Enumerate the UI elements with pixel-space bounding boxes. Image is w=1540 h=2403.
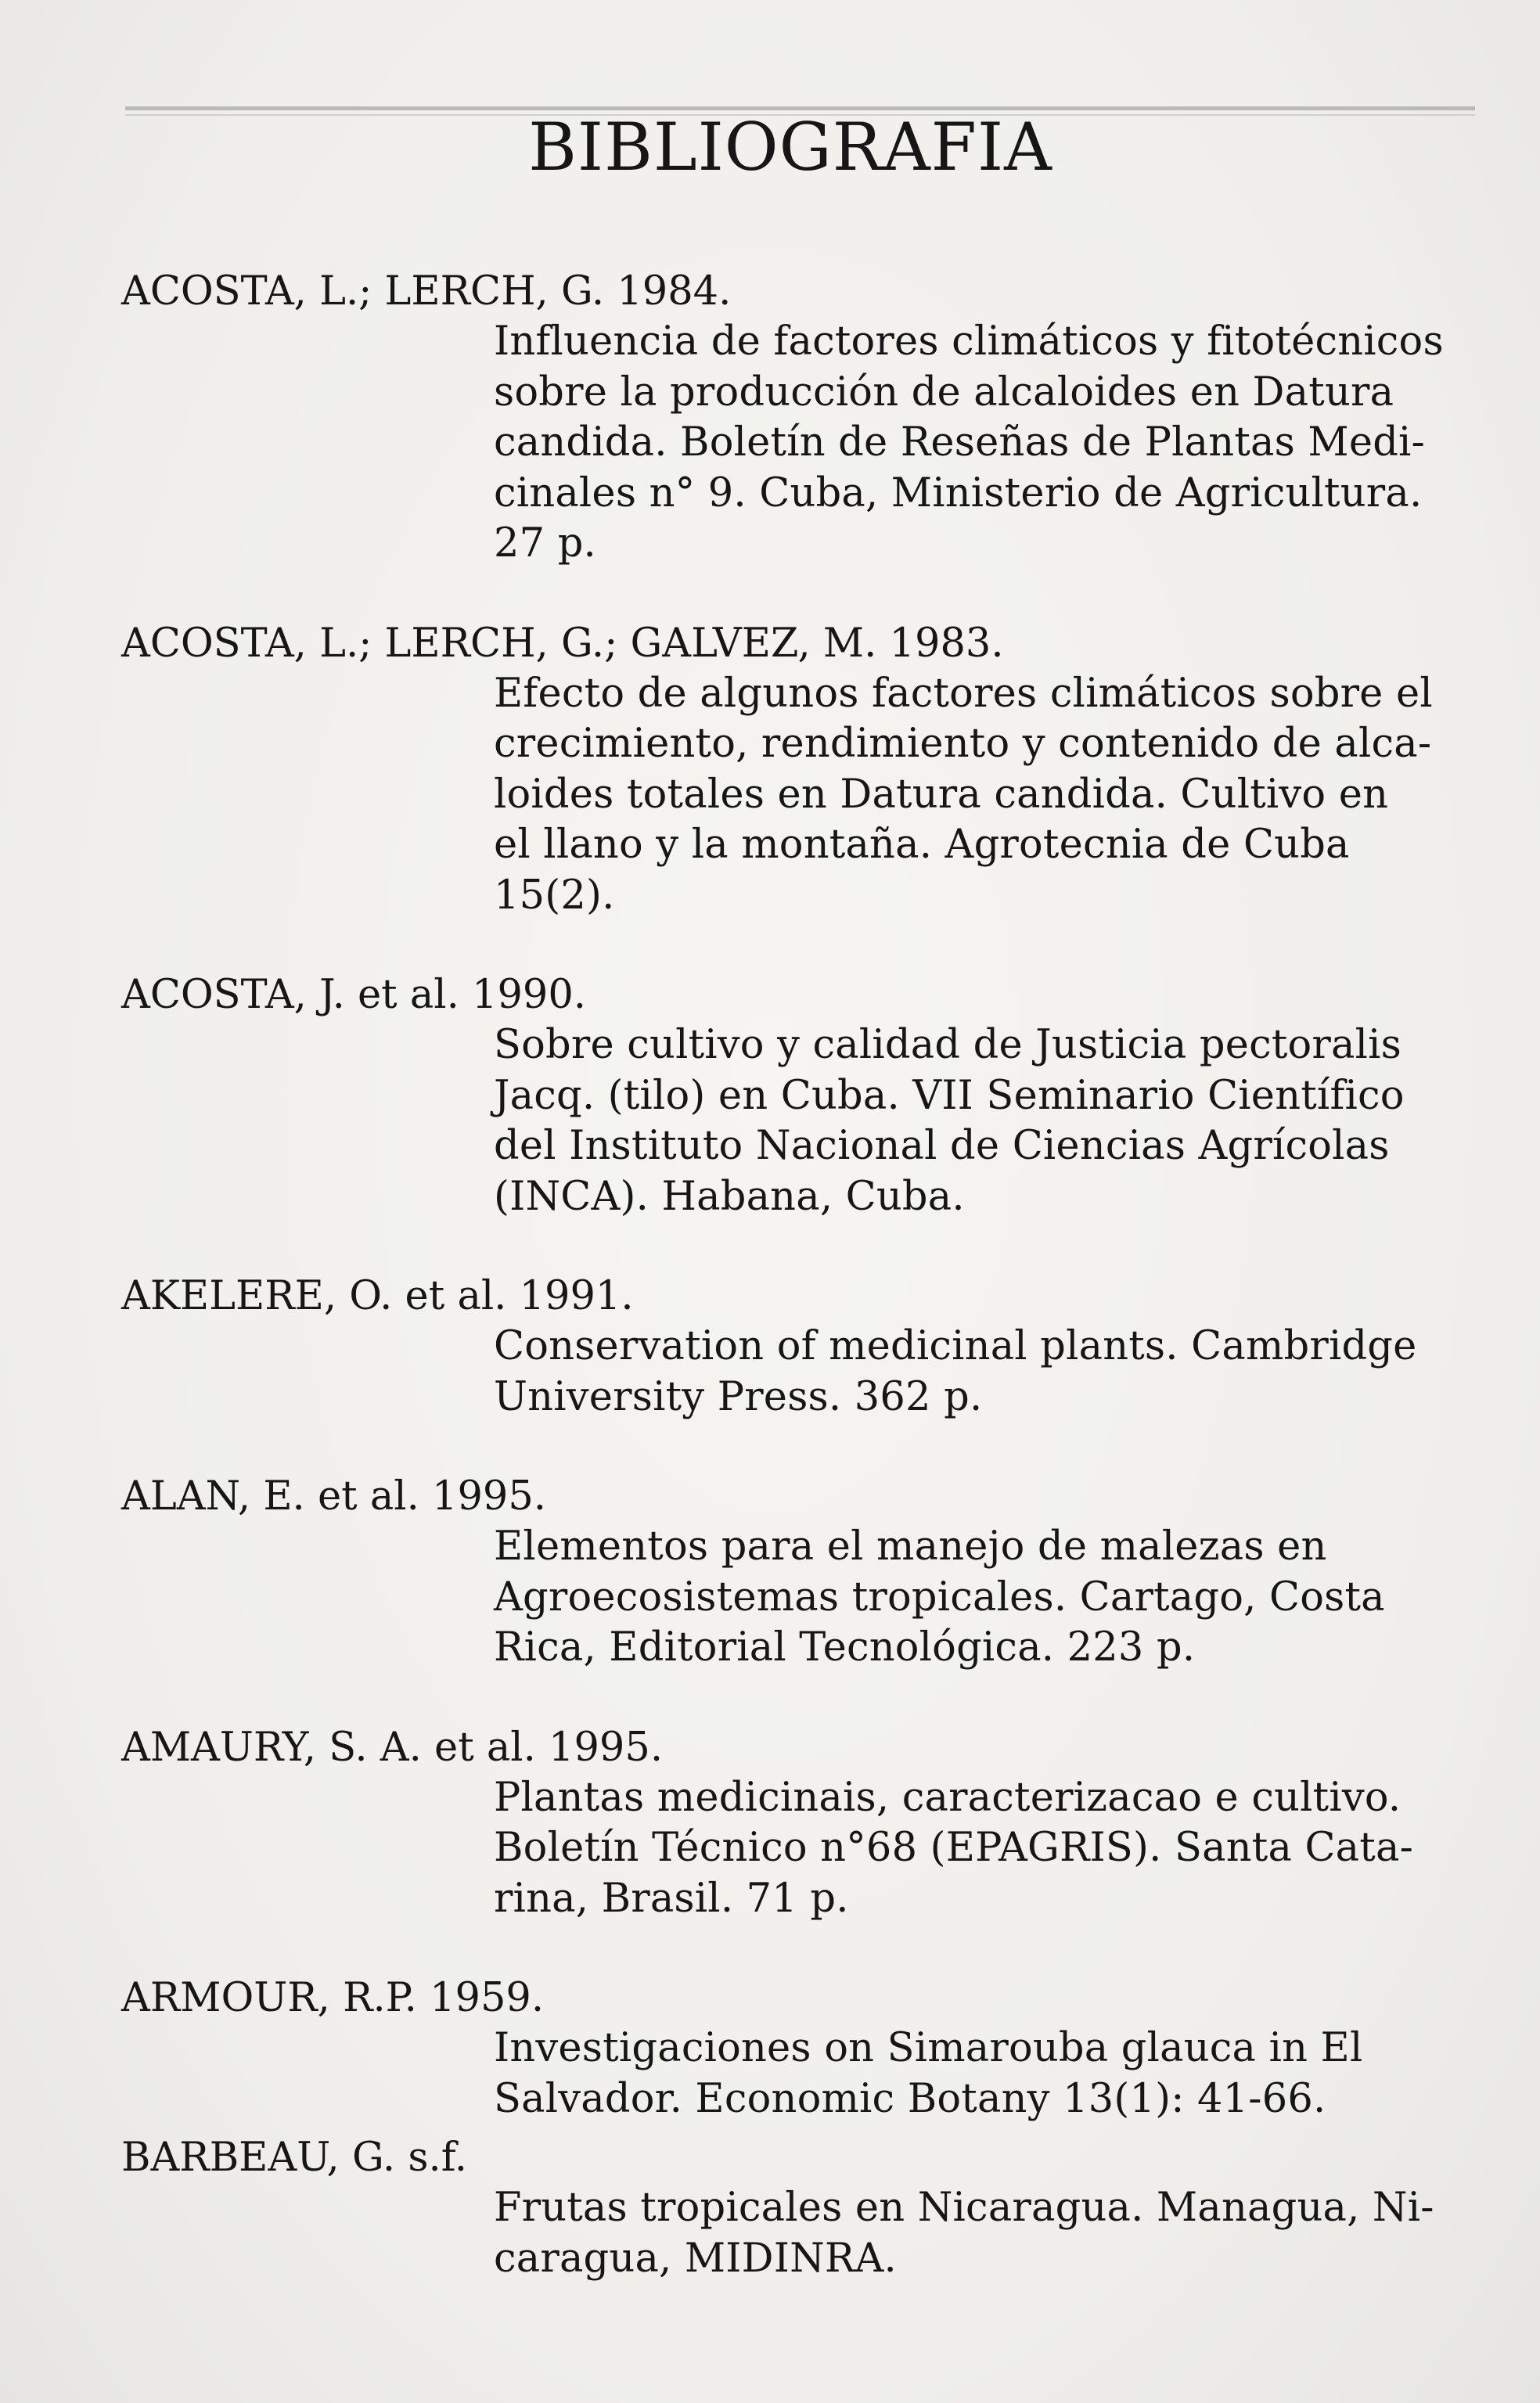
entry-author: ACOSTA, L.; LERCH, G. 1984. [121,268,732,315]
entry-gap [121,2124,1471,2132]
bibliography-entry [121,1471,1471,1674]
reference-line: Elementos para el manejo de malezas en [494,1523,1327,1570]
reference-line: Boletín Técnico n°68 (EPAGRIS). Santa Cata- [494,1825,1414,1871]
entry-reference [494,2183,1471,2284]
bibliography-entry [121,2132,1471,2284]
entry-author: ACOSTA, J. et al. 1990. [121,972,587,1018]
reference-line: el llano y la montaña. Agrotecnia de Cuba [494,822,1350,868]
entry-gap [121,1674,1471,1722]
entry-reference [494,669,1471,922]
reference-line: Conservation of medicinal plants. Cambridge [494,1323,1417,1369]
entry-reference [494,1773,1471,1925]
reference-line: Efecto de algunos factores climáticos sobre el [494,670,1433,717]
entry-author: AMAURY, S. A. et al. 1995. [121,1724,664,1771]
reference-line: Rica, Editorial Tecnológica. 223 p. [494,1624,1196,1671]
entry-gap [121,921,1471,969]
entry-gap [121,1222,1471,1271]
reference-line: loides totales en Datura candida. Cultivo en [494,771,1389,818]
entry-author: ARMOUR, R.P. 1959. [121,1975,545,2021]
bibliography-entry [121,1271,1471,1423]
page-title: BIBLIOGRAFIA [528,109,1052,185]
reference-line: del Instituto Nacional de Ciencias Agrícolas [494,1123,1390,1169]
entry-reference [494,1522,1471,1674]
entry-reference [494,317,1471,570]
reference-line: Agroecosistemas tropicales. Cartago, Costa [494,1574,1385,1621]
entry-author: BARBEAU, G. s.f. [121,2135,467,2181]
entry-author: ALAN, E. et al. 1995. [121,1473,546,1520]
bibliography-entry [121,1722,1471,1925]
reference-line: 15(2). [494,872,615,919]
reference-line: Investigaciones on Simarouba glauca in El [494,2025,1363,2071]
reference-line: Frutas tropicales en Nicaragua. Managua, Ni- [494,2185,1434,2231]
bibliography-entry [121,266,1471,570]
bibliography-list [121,266,1471,2284]
reference-line: Jacq. (tilo) en Cuba. VII Seminario Científico [494,1072,1405,1119]
entry-reference [494,2023,1471,2124]
entry-reference [494,1322,1471,1423]
reference-line: Salvador. Economic Botany 13(1): 41-66. [494,2075,1326,2122]
reference-line: Sobre cultivo y calidad de Justicia pectoralis [494,1022,1402,1068]
reference-line: Plantas medicinais, caracterizacao e cultivo. [494,1774,1401,1821]
reference-line: crecimiento, rendimiento y contenido de alca- [494,721,1432,767]
entry-author: ACOSTA, L.; LERCH, G.; GALVEZ, M. 1983. [121,620,1004,667]
entry-gap [121,570,1471,618]
entry-author: AKELERE, O. et al. 1991. [121,1273,634,1319]
reference-line: sobre la producción de alcaloides en Datura [494,369,1394,415]
entry-gap [121,1924,1471,1973]
reference-line: rina, Brasil. 71 p. [494,1875,849,1922]
reference-line: cinales n° 9. Cuba, Ministerio de Agricultura. [494,469,1423,516]
bibliography-entry [121,618,1471,922]
entry-reference [494,1020,1471,1222]
bibliography-entry [121,1973,1471,2124]
bibliography-entry [121,969,1471,1222]
entry-gap [121,1423,1471,1471]
reference-line: caragua, MIDINRA. [494,2235,897,2282]
reference-line: (INCA). Habana, Cuba. [494,1173,965,1220]
reference-line: candida. Boletín de Reseñas de Plantas Medi- [494,419,1425,466]
reference-line: 27 p. [494,520,596,567]
reference-line: Influencia de factores climáticos y fitotécnicos [494,318,1444,365]
reference-line: University Press. 362 p. [494,1373,983,1420]
